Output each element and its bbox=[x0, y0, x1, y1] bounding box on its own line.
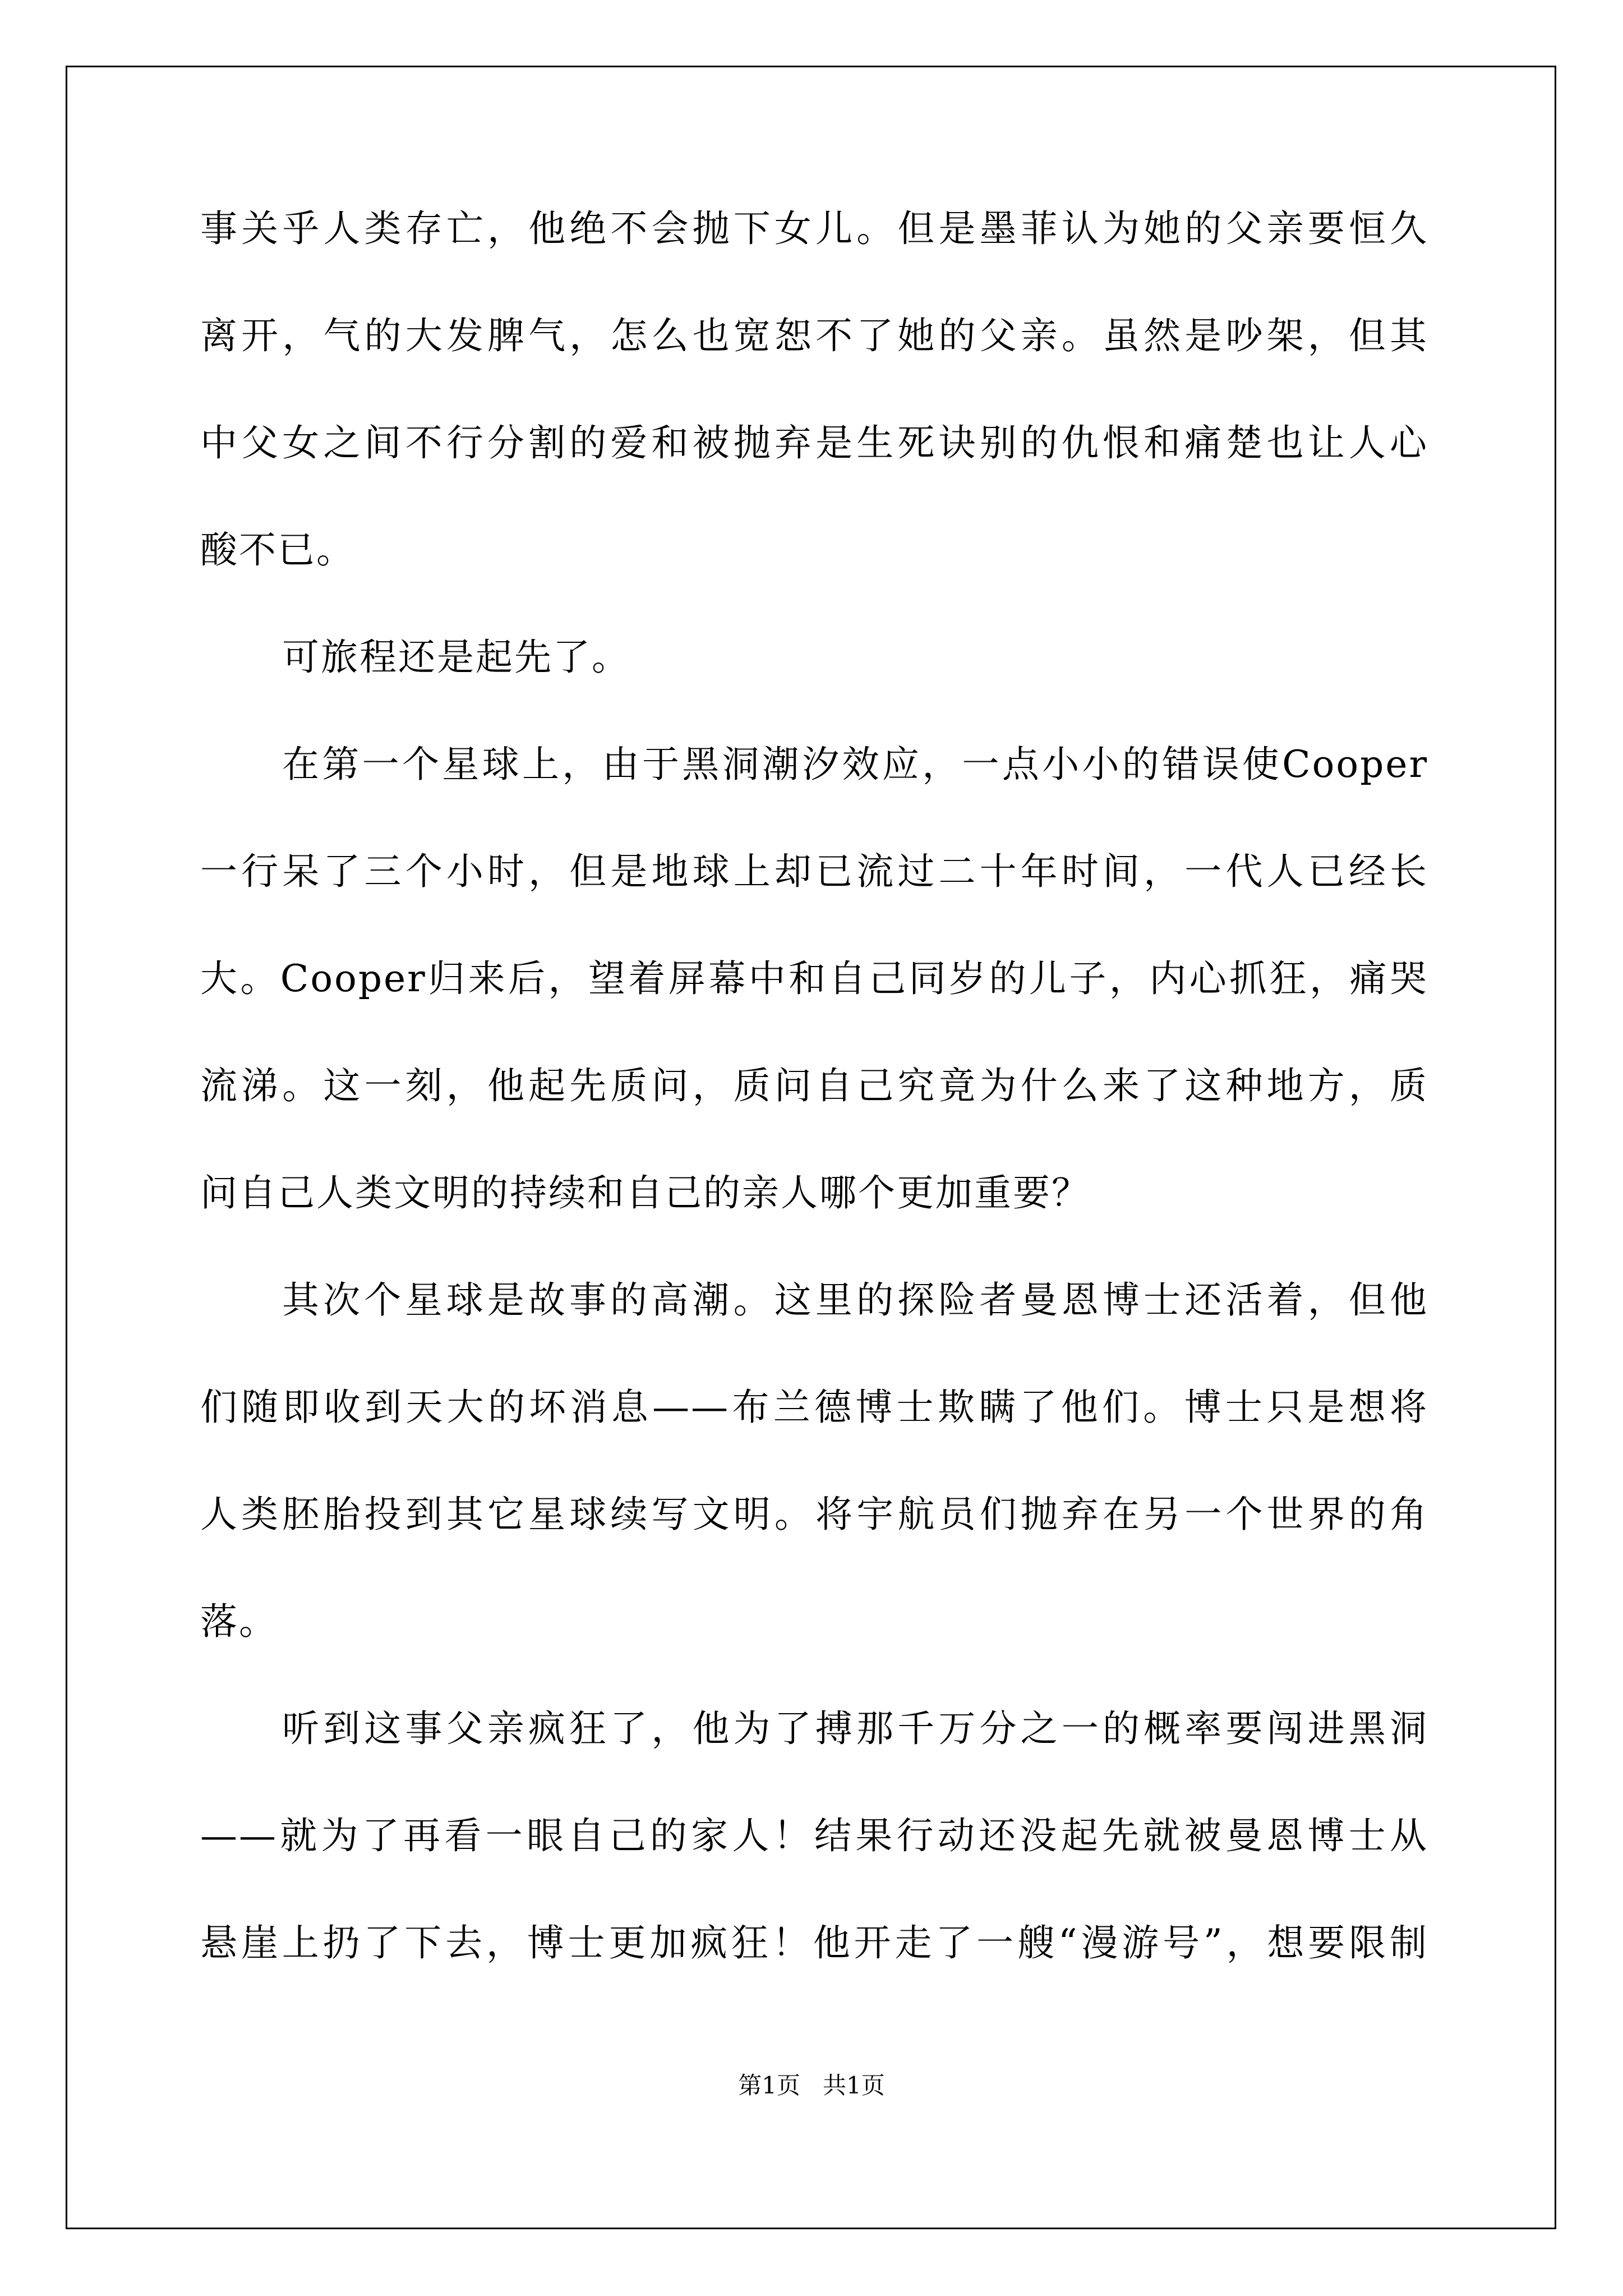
text-line: 听到这事父亲疯狂了，他为了搏那千万分之一的概率要闯进黑洞 bbox=[282, 1707, 1428, 1750]
text-line: 在第一个星球上，由于黑洞潮汐效应，一点小小的错误使Cooper bbox=[282, 743, 1428, 786]
document-body bbox=[200, 207, 1428, 2032]
text-line: 其次个星球是故事的高潮。这里的探险者曼恩博士还活着，但他 bbox=[282, 1278, 1428, 1322]
text-line: 问自己人类文明的持续和自己的亲人哪个更加重要？ bbox=[200, 1171, 1090, 1214]
text-line: 流涕。这一刻，他起先质问，质问自己究竟为什么来了这种地方，质 bbox=[200, 1064, 1428, 1107]
text-line: 可旅程还是起先了。 bbox=[282, 636, 630, 679]
text-line: 落。 bbox=[200, 1600, 278, 1643]
page-number: 第1页 bbox=[738, 2072, 800, 2099]
text-line: 事关乎人类存亡，他绝不会抛下女儿。但是墨菲认为她的父亲要恒久 bbox=[200, 207, 1428, 250]
page-total: 共1页 bbox=[823, 2072, 885, 2099]
text-line: 大。Cooper归来后，望着屏幕中和自己同岁的儿子，内心抓狂，痛哭 bbox=[200, 957, 1428, 1000]
text-line: 酸不已。 bbox=[200, 528, 355, 572]
text-line: ——就为了再看一眼自己的家人！结果行动还没起先就被曼恩博士从 bbox=[200, 1814, 1428, 1857]
text-line: 悬崖上扔了下去，博士更加疯狂！他开走了一艘“漫游号”，想要限制 bbox=[200, 1921, 1428, 1964]
page-footer bbox=[0, 2074, 1623, 2097]
text-line: 们随即收到天大的坏消息——布兰德博士欺瞒了他们。博士只是想将 bbox=[200, 1386, 1428, 1429]
text-line: 一行呆了三个小时，但是地球上却已流过二十年时间，一代人已经长 bbox=[200, 850, 1428, 893]
text-line: 人类胚胎投到其它星球续写文明。将宇航员们抛弃在另一个世界的角 bbox=[200, 1493, 1428, 1536]
text-line: 离开，气的大发脾气，怎么也宽恕不了她的父亲。虽然是吵架，但其 bbox=[200, 314, 1428, 357]
text-line: 中父女之间不行分割的爱和被抛弃是生死诀别的仇恨和痛楚也让人心 bbox=[200, 421, 1428, 464]
